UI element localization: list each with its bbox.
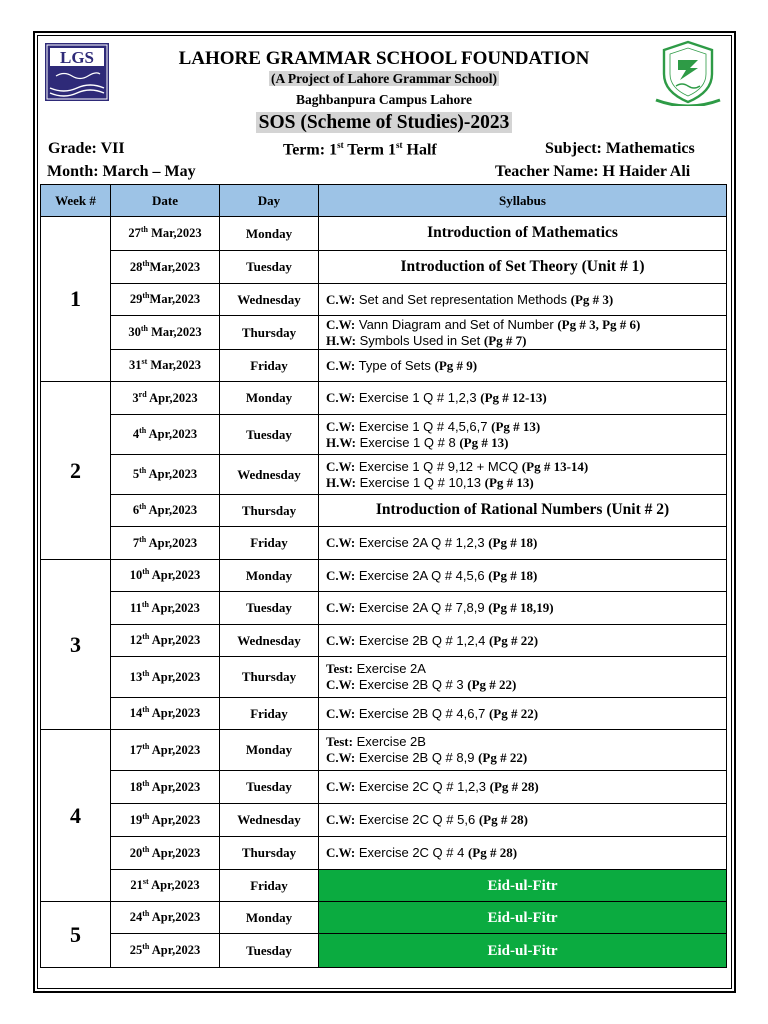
syllabus-line <box>326 734 726 750</box>
date-month-year: Apr,2023 <box>149 633 201 648</box>
page-reference: (Pg # 18) <box>488 535 538 551</box>
date-day-number: 12 <box>129 633 143 648</box>
date-ordinal-suffix: th <box>142 844 150 854</box>
date-cell <box>111 527 220 560</box>
syllabus-text: Exercise 1 Q # 1,2,3 <box>355 390 481 406</box>
date-ordinal-suffix: th <box>141 599 149 609</box>
header-day: Day <box>220 185 319 217</box>
syllabus-text: Exercise 1 Q # 8 <box>355 434 460 450</box>
date-month-year: Apr,2023 <box>149 706 201 721</box>
date-cell <box>111 382 220 415</box>
subtitle-text: (A Project of Lahore Grammar School) <box>270 71 498 86</box>
page-reference: (Pg # 22) <box>488 632 539 648</box>
syllabus-cell <box>319 455 727 495</box>
work-type-label: Test: <box>326 734 353 750</box>
work-type-label: H.W: <box>326 434 356 450</box>
table-row <box>41 527 727 560</box>
page-reference: (Pg # 12-13) <box>480 390 547 406</box>
page-reference: (Pg # 13) <box>484 474 534 490</box>
table-row <box>41 657 727 698</box>
date-ordinal-suffix: rd <box>138 389 147 399</box>
date-cell <box>111 217 220 251</box>
work-type-label: H.W: <box>326 332 356 348</box>
work-type-label: C.W: <box>326 535 356 551</box>
syllabus-line <box>326 706 726 722</box>
date-ordinal-suffix: th <box>139 534 147 544</box>
syllabus-line <box>326 419 726 435</box>
date-month-year: Apr,2023 <box>146 536 198 551</box>
table-row <box>41 730 727 771</box>
syllabus-line <box>326 633 726 649</box>
date-day-number: 11 <box>130 601 142 616</box>
syllabus-line <box>326 812 726 828</box>
page-reference: (Pg # 3, Pg # 6) <box>557 316 641 332</box>
syllabus-text: Exercise 2A Q # 1,2,3 <box>355 535 489 551</box>
date-month-year: Apr,2023 <box>146 503 198 518</box>
page-reference: (Pg # 9) <box>434 357 478 373</box>
day-cell: Tuesday <box>220 771 319 804</box>
week-number: 4 <box>41 730 111 902</box>
week-number: 1 <box>41 217 111 382</box>
date-day-number: 21 <box>130 878 143 893</box>
work-type-label: Test: <box>326 661 353 677</box>
date-day-number: 25 <box>129 943 143 958</box>
date-ordinal-suffix: th <box>142 705 150 715</box>
syllabus-cell <box>319 316 727 350</box>
date-cell <box>111 804 220 837</box>
term-label <box>283 140 437 159</box>
date-cell <box>111 251 220 284</box>
syllabus-cell <box>319 657 727 698</box>
syllabus-cell <box>319 592 727 625</box>
syllabus-text: Exercise 2A Q # 7,8,9 <box>355 600 489 616</box>
day-cell: Monday <box>220 217 319 251</box>
document-title-text: SOS (Scheme of Studies)-2023 <box>256 112 513 133</box>
date-ordinal-suffix: th <box>142 668 150 678</box>
table-row <box>41 592 727 625</box>
page-reference: (Pg # 18,19) <box>488 600 554 616</box>
date-cell <box>111 902 220 934</box>
syllabus-line <box>326 292 726 308</box>
date-month-year: Apr,2023 <box>146 391 198 406</box>
date-ordinal-suffix: th <box>142 258 150 268</box>
header-date: Date <box>111 185 220 217</box>
date-day-number: 10 <box>129 568 143 583</box>
date-cell <box>111 592 220 625</box>
half-number: 1 <box>388 141 397 159</box>
day-cell: Friday <box>220 350 319 382</box>
scheme-of-studies-table <box>40 184 727 968</box>
syllabus-text: Exercise 2B Q # 4,6,7 <box>355 705 489 721</box>
syllabus-cell <box>319 771 727 804</box>
work-type-label: C.W: <box>326 750 356 765</box>
syllabus-text: Exercise 2A <box>352 661 426 677</box>
holiday-cell: Eid-ul-Fitr <box>319 934 727 968</box>
date-ordinal-suffix: th <box>142 811 150 821</box>
date-month-year: Apr,2023 <box>149 813 201 828</box>
page-reference: (Pg # 18) <box>488 567 538 583</box>
date-month-year: Apr,2023 <box>149 846 201 861</box>
day-cell: Friday <box>220 698 319 730</box>
syllabus-line <box>326 750 726 766</box>
table-row <box>41 625 727 657</box>
holiday-cell: Eid-ul-Fitr <box>319 902 727 934</box>
date-ordinal-suffix: th <box>140 324 148 334</box>
day-cell: Wednesday <box>220 804 319 837</box>
syllabus-cell <box>319 837 727 870</box>
week-number: 2 <box>41 382 111 560</box>
date-month-year: Apr,2023 <box>149 670 201 685</box>
work-type-label: H.W: <box>326 474 356 490</box>
page-reference: (Pg # 13) <box>459 434 509 450</box>
date-day-number: 29 <box>129 292 143 307</box>
holiday-cell: Eid-ul-Fitr <box>319 870 727 902</box>
day-cell: Thursday <box>220 495 319 527</box>
syllabus-line <box>326 317 726 333</box>
page-reference: (Pg # 28) <box>478 812 528 828</box>
date-ordinal-suffix: th <box>142 942 150 952</box>
date-cell <box>111 495 220 527</box>
week-number: 3 <box>41 560 111 730</box>
table-row <box>41 934 727 968</box>
work-type-label: C.W: <box>326 632 356 648</box>
date-day-number: 7 <box>132 536 140 551</box>
syllabus-text: Exercise 1 Q # 4,5,6,7 <box>355 418 492 434</box>
date-cell <box>111 870 220 902</box>
term-number: 1 <box>329 141 338 159</box>
date-ordinal-suffix: th <box>142 778 150 788</box>
date-month-year: Apr,2023 <box>149 743 201 758</box>
syllabus-cell <box>319 698 727 730</box>
date-cell <box>111 934 220 968</box>
syllabus-line <box>326 475 726 491</box>
month-label: Month: March – May <box>47 163 196 180</box>
table-row <box>41 251 727 284</box>
syllabus-unit-title: Introduction of Mathematics <box>319 217 727 251</box>
work-type-label: C.W: <box>326 705 356 721</box>
page-reference: (Pg # 22) <box>478 750 528 765</box>
syllabus-cell <box>319 284 727 316</box>
day-cell: Tuesday <box>220 251 319 284</box>
date-cell <box>111 284 220 316</box>
week-number: 5 <box>41 902 111 968</box>
work-type-label: C.W: <box>326 291 356 307</box>
page-reference: (Pg # 3) <box>570 291 614 307</box>
date-cell <box>111 455 220 495</box>
date-ordinal-suffix: th <box>142 291 150 301</box>
table-body <box>41 217 727 968</box>
syllabus-line <box>326 535 726 551</box>
syllabus-line <box>326 845 726 861</box>
syllabus-text: Exercise 2B <box>352 734 426 750</box>
syllabus-cell <box>319 382 727 415</box>
syllabus-line <box>326 600 726 616</box>
table-row <box>41 495 727 527</box>
syllabus-text: Exercise 2C Q # 5,6 <box>355 812 479 828</box>
date-month-year: Apr,2023 <box>148 601 200 616</box>
day-cell: Friday <box>220 527 319 560</box>
subject-label: Subject: Mathematics <box>545 140 695 157</box>
syllabus-cell <box>319 527 727 560</box>
date-month-year: Apr,2023 <box>148 878 200 893</box>
table-row <box>41 284 727 316</box>
term-suffix: st <box>337 140 344 150</box>
date-month-year: Mar,2023 <box>147 226 202 241</box>
teacher-label: Teacher Name: H Haider Ali <box>495 163 691 180</box>
date-month-year: Apr,2023 <box>149 568 201 583</box>
work-type-label: C.W: <box>326 418 356 434</box>
date-month-year: Apr,2023 <box>149 943 201 958</box>
syllabus-text: Exercise 1 Q # 9,12 + MCQ <box>355 458 522 474</box>
header-syllabus: Syllabus <box>319 185 727 217</box>
table-row <box>41 350 727 382</box>
syllabus-line <box>326 661 726 677</box>
table-header-row <box>41 185 727 217</box>
date-day-number: 5 <box>132 467 140 482</box>
page-reference: (Pg # 28) <box>467 845 518 861</box>
syllabus-text: Exercise 2C Q # 1,2,3 <box>355 779 490 795</box>
syllabus-cell <box>319 415 727 455</box>
half-word: Half <box>402 141 437 159</box>
grade-label: Grade: VII <box>48 140 125 157</box>
date-day-number: 28 <box>129 260 143 275</box>
syllabus-line <box>326 435 726 451</box>
date-month-year: Mar,2023 <box>149 260 201 275</box>
date-cell <box>111 771 220 804</box>
table-row <box>41 415 727 455</box>
syllabus-cell <box>319 350 727 382</box>
table-row <box>41 217 727 251</box>
table-row <box>41 560 727 592</box>
work-type-label: C.W: <box>326 458 356 474</box>
day-cell: Thursday <box>220 837 319 870</box>
date-day-number: 3 <box>132 391 139 406</box>
work-type-label: C.W: <box>326 316 356 332</box>
date-day-number: 20 <box>129 846 143 861</box>
date-month-year: Apr,2023 <box>146 427 198 442</box>
syllabus-text: Symbols Used in Set <box>355 332 484 348</box>
date-day-number: 6 <box>132 503 140 518</box>
day-cell: Monday <box>220 382 319 415</box>
date-day-number: 27 <box>128 226 141 241</box>
date-day-number: 19 <box>129 813 143 828</box>
work-type-label: C.W: <box>326 812 356 828</box>
date-cell <box>111 730 220 771</box>
day-cell: Tuesday <box>220 592 319 625</box>
day-cell: Monday <box>220 902 319 934</box>
date-cell <box>111 698 220 730</box>
date-month-year: Apr,2023 <box>149 780 201 795</box>
date-ordinal-suffix: th <box>139 426 147 436</box>
school-subtitle <box>0 71 768 87</box>
half-suffix: st <box>396 140 403 150</box>
table-row <box>41 804 727 837</box>
table-row <box>41 870 727 902</box>
syllabus-cell <box>319 625 727 657</box>
day-cell: Monday <box>220 730 319 771</box>
day-cell: Thursday <box>220 657 319 698</box>
page-reference: (Pg # 28) <box>489 779 539 795</box>
date-day-number: 13 <box>129 670 143 685</box>
date-ordinal-suffix: st <box>141 357 148 367</box>
document-title <box>0 112 768 134</box>
syllabus-line <box>326 568 726 584</box>
syllabus-text: Exercise 1 Q # 10,13 <box>355 474 485 490</box>
date-cell <box>111 837 220 870</box>
syllabus-line <box>326 677 726 693</box>
date-month-year: Mar,2023 <box>147 325 202 340</box>
campus-name: Baghbanpura Campus Lahore <box>295 92 473 107</box>
work-type-label: C.W: <box>326 390 356 406</box>
date-ordinal-suffix: st <box>142 877 149 887</box>
day-cell: Friday <box>220 870 319 902</box>
table-row <box>41 382 727 415</box>
table-row <box>41 316 727 350</box>
work-type-label: C.W: <box>326 677 356 692</box>
table-row <box>41 902 727 934</box>
date-cell <box>111 350 220 382</box>
date-ordinal-suffix: th <box>139 502 147 512</box>
school-name: LAHORE GRAMMAR SCHOOL FOUNDATION <box>178 48 590 69</box>
date-cell <box>111 657 220 698</box>
date-month-year: Apr,2023 <box>146 467 198 482</box>
header-week: Week # <box>41 185 111 217</box>
date-cell <box>111 625 220 657</box>
date-month-year: Mar,2023 <box>149 292 201 307</box>
date-month-year: Mar,2023 <box>147 358 201 373</box>
term-word: Term <box>343 141 389 159</box>
syllabus-unit-title: Introduction of Rational Numbers (Unit # 2) <box>319 495 727 527</box>
date-ordinal-suffix: th <box>139 466 147 476</box>
date-month-year: Apr,2023 <box>149 910 201 925</box>
page-reference: (Pg # 7) <box>483 332 527 348</box>
syllabus-text: Type of Sets <box>355 357 435 373</box>
table-row <box>41 837 727 870</box>
table-row <box>41 455 727 495</box>
date-day-number: 14 <box>129 706 143 721</box>
work-type-label: C.W: <box>326 357 356 373</box>
syllabus-line <box>326 779 726 795</box>
date-ordinal-suffix: th <box>142 567 150 577</box>
table-row <box>41 698 727 730</box>
work-type-label: C.W: <box>326 567 356 583</box>
date-day-number: 17 <box>129 743 143 758</box>
work-type-label: C.W: <box>326 845 356 861</box>
day-cell: Tuesday <box>220 415 319 455</box>
syllabus-line <box>326 459 726 475</box>
day-cell: Wednesday <box>220 284 319 316</box>
day-cell: Wednesday <box>220 455 319 495</box>
date-cell <box>111 560 220 592</box>
day-cell: Thursday <box>220 316 319 350</box>
date-cell <box>111 316 220 350</box>
syllabus-line <box>326 333 726 349</box>
logo-lettering: LGS <box>59 48 95 67</box>
date-day-number: 24 <box>129 910 143 925</box>
syllabus-cell <box>319 804 727 837</box>
syllabus-text: Exercise 2A Q # 4,5,6 <box>355 567 489 583</box>
syllabus-text: Exercise 2B Q # 1,2,4 <box>355 632 489 648</box>
page-reference: (Pg # 22) <box>488 705 539 721</box>
syllabus-unit-title: Introduction of Set Theory (Unit # 1) <box>319 251 727 284</box>
date-ordinal-suffix: th <box>142 741 150 751</box>
work-type-label: C.W: <box>326 600 356 616</box>
syllabus-text: Exercise 2B Q # 3 <box>355 677 468 692</box>
syllabus-text: Set and Set representation Methods <box>355 291 571 307</box>
syllabus-line <box>326 358 726 374</box>
date-day-number: 4 <box>132 427 140 442</box>
date-day-number: 31 <box>129 358 142 373</box>
page-reference: (Pg # 13-14) <box>521 458 589 474</box>
syllabus-text: Vann Diagram and Set of Number <box>355 316 558 332</box>
day-cell: Wednesday <box>220 625 319 657</box>
syllabus-cell <box>319 730 727 771</box>
date-day-number: 18 <box>129 780 143 795</box>
page-reference: (Pg # 22) <box>467 677 517 692</box>
day-cell: Tuesday <box>220 934 319 968</box>
syllabus-text: Exercise 2C Q # 4 <box>355 845 468 861</box>
syllabus-text: Exercise 2B Q # 8,9 <box>355 750 479 765</box>
table-row <box>41 771 727 804</box>
date-ordinal-suffix: th <box>142 909 150 919</box>
date-cell <box>111 415 220 455</box>
date-ordinal-suffix: th <box>142 632 150 642</box>
date-ordinal-suffix: th <box>140 225 148 235</box>
syllabus-line <box>326 390 726 406</box>
syllabus-cell <box>319 560 727 592</box>
page-reference: (Pg # 13) <box>491 418 541 434</box>
date-day-number: 30 <box>128 325 141 340</box>
term-key: Term: <box>283 141 326 159</box>
day-cell: Monday <box>220 560 319 592</box>
work-type-label: C.W: <box>326 779 356 795</box>
